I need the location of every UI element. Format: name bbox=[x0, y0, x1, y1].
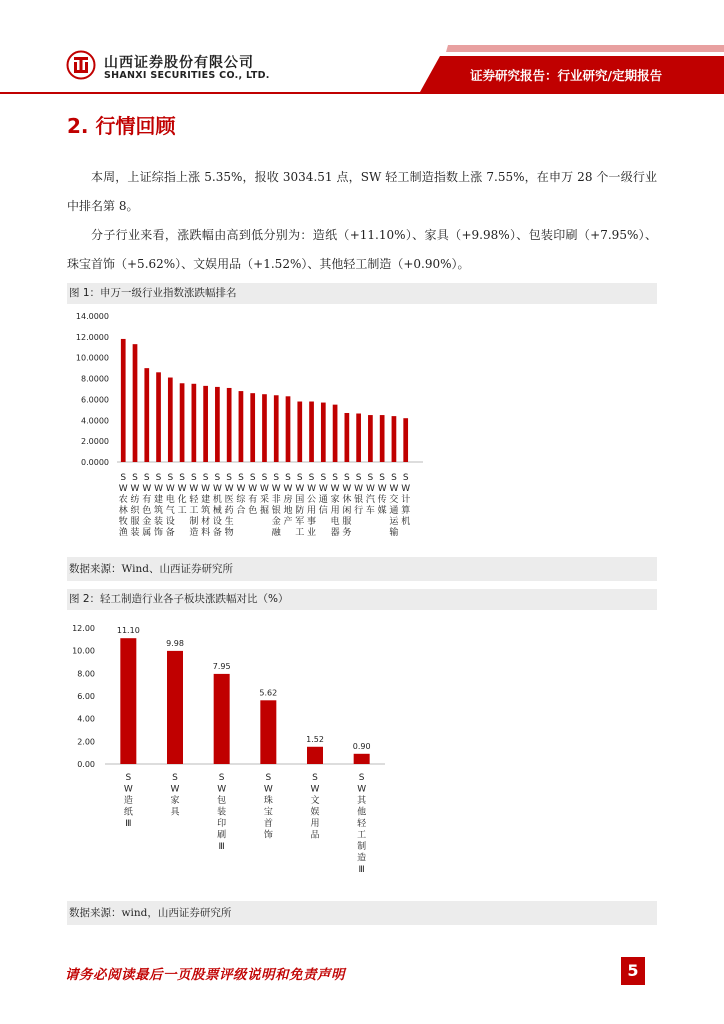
x-tick-label: S W 纺织服装 bbox=[130, 473, 140, 538]
section-title: 2. 行情回顾 bbox=[67, 114, 176, 138]
y-tick-label: 4.00 bbox=[77, 714, 95, 724]
shanxi-securities-logo-icon bbox=[66, 50, 96, 80]
x-tick-label: S W 包装印刷 Ⅲ bbox=[217, 773, 227, 852]
y-tick-label: 10.00 bbox=[72, 646, 95, 656]
x-tick-label: S W 休闲服务 bbox=[342, 473, 352, 538]
data-label: 5.62 bbox=[259, 688, 278, 698]
figure-2-source: 数据来源：wind，山西证券研究所 bbox=[67, 901, 657, 925]
x-tick-label: S W 公用事业 bbox=[307, 473, 317, 538]
x-tick-label: S W 计算机 bbox=[401, 473, 411, 527]
figure-1-source: 数据来源：Wind、山西证券研究所 bbox=[67, 557, 657, 581]
bar-3 bbox=[214, 674, 230, 764]
bar-2 bbox=[133, 344, 138, 462]
disclaimer-notice: 请务必阅读最后一页股票评级说明和免责声明 bbox=[65, 967, 345, 983]
x-tick-label: S W 珠宝首饰 bbox=[263, 773, 273, 841]
bar-8 bbox=[203, 386, 208, 462]
x-tick-label: S W 非银金融 bbox=[271, 473, 281, 538]
bar-7 bbox=[191, 384, 196, 462]
bar-4 bbox=[156, 372, 161, 462]
y-tick-label: 12.0000 bbox=[75, 332, 109, 342]
y-tick-label: 8.0000 bbox=[81, 374, 109, 384]
bar-6 bbox=[354, 754, 370, 764]
bar-25 bbox=[403, 418, 408, 462]
x-tick-label: S W 建筑材料 bbox=[201, 473, 211, 538]
x-tick-label: S W 房地产 bbox=[283, 473, 293, 527]
bar-12 bbox=[250, 393, 255, 462]
bar-20 bbox=[344, 413, 349, 462]
data-label: 9.98 bbox=[166, 638, 184, 648]
x-tick-label: S W 汽车 bbox=[365, 473, 375, 516]
x-tick-label: S W 化工 bbox=[177, 473, 187, 516]
paragraph-market-summary: 本周，上证综指上涨 5.35%，报收 3034.51 点，SW 轻工制造指数上涨 7.55%，在申万 28 个一级行业中排名第 8。 bbox=[67, 170, 657, 213]
x-tick-label: S W 传媒 bbox=[377, 473, 387, 516]
y-tick-label: 0.00 bbox=[77, 760, 95, 769]
x-tick-label: S W 造纸 Ⅲ bbox=[123, 773, 133, 829]
bar-2 bbox=[167, 651, 183, 764]
y-tick-label: 2.0000 bbox=[81, 437, 109, 447]
x-tick-label: S W 机械设备 bbox=[212, 473, 222, 538]
x-tick-label: S W 通信 bbox=[318, 473, 328, 516]
bar-16 bbox=[297, 402, 302, 462]
figure-1-caption: 图 1：申万一级行业指数涨跌幅排名 bbox=[67, 283, 657, 304]
x-tick-label: S W 采掘 bbox=[259, 473, 269, 516]
data-label: 0.90 bbox=[352, 741, 371, 751]
x-tick-label: S W 有色 bbox=[248, 473, 258, 516]
bar-24 bbox=[392, 416, 397, 462]
data-label: 7.95 bbox=[212, 661, 231, 671]
bar-15 bbox=[286, 396, 291, 462]
x-tick-label: S W 家用电器 bbox=[330, 473, 340, 538]
bar-5 bbox=[307, 747, 323, 764]
x-tick-label: S W 有色金属 bbox=[142, 473, 152, 538]
y-tick-label: 0.0000 bbox=[81, 458, 109, 467]
data-label: 11.10 bbox=[116, 626, 140, 636]
bar-23 bbox=[380, 415, 385, 462]
x-tick-label: S W 国防军工 bbox=[295, 473, 305, 538]
paragraph-subsector-summary: 分子行业来看，涨跌幅由高到低分别为：造纸（+11.10%）、家具（+9.98%）、包装印刷（+7.95%）、珠宝首饰（+5.62%）、文娱用品（+1.52%）、其他轻工制造（+0.90%）。 bbox=[67, 228, 657, 271]
bar-14 bbox=[274, 395, 279, 462]
x-tick-label: S W 农林牧渔 bbox=[118, 473, 128, 538]
bar-21 bbox=[356, 414, 361, 462]
bar-18 bbox=[321, 403, 326, 462]
x-tick-label: S W 其他轻工制造 Ⅲ bbox=[357, 773, 367, 875]
bar-9 bbox=[215, 387, 220, 462]
bar-4 bbox=[260, 700, 276, 764]
report-type-label: 证券研究报告：行业研究/定期报告 bbox=[470, 68, 663, 83]
figure-1-chart bbox=[67, 306, 467, 553]
bar-17 bbox=[309, 402, 314, 462]
figure-2-chart bbox=[67, 612, 397, 897]
bar-5 bbox=[168, 378, 173, 462]
page-header bbox=[0, 0, 724, 95]
y-tick-label: 10.0000 bbox=[75, 353, 109, 363]
header-divider bbox=[0, 92, 724, 94]
y-tick-label: 2.00 bbox=[77, 737, 95, 747]
data-label: 1.52 bbox=[306, 734, 324, 744]
x-tick-label: S W 轻工制造 bbox=[189, 473, 199, 538]
bar-10 bbox=[227, 388, 232, 462]
bar-22 bbox=[368, 415, 373, 462]
page-number: 5 bbox=[621, 957, 645, 985]
y-tick-label: 6.00 bbox=[77, 692, 95, 701]
x-tick-label: S W 家具 bbox=[170, 773, 180, 818]
bar-1 bbox=[121, 339, 126, 462]
y-tick-label: 6.0000 bbox=[81, 395, 109, 405]
bar-19 bbox=[333, 405, 338, 462]
x-tick-label: S W 医药生物 bbox=[224, 473, 234, 538]
bar-13 bbox=[262, 394, 267, 462]
figure-2-caption: 图 2：轻工制造行业各子板块涨跌幅对比（%） bbox=[67, 589, 657, 610]
x-tick-label: S W 电气设备 bbox=[165, 473, 175, 538]
y-tick-label: 12.00 bbox=[72, 624, 95, 633]
bar-6 bbox=[180, 383, 185, 462]
bar-3 bbox=[144, 368, 149, 462]
y-tick-label: 14.0000 bbox=[75, 312, 109, 321]
y-tick-label: 8.00 bbox=[77, 669, 95, 679]
bar-11 bbox=[239, 391, 244, 462]
x-tick-label: S W 文娱用品 bbox=[310, 773, 320, 841]
y-tick-label: 4.0000 bbox=[81, 416, 109, 426]
x-tick-label: S W 交通运输 bbox=[389, 473, 399, 538]
x-tick-label: S W 银行 bbox=[354, 473, 364, 516]
company-name-cn: 山西证券股份有限公司 bbox=[104, 55, 254, 71]
x-tick-label: S W 建筑装饰 bbox=[154, 473, 164, 538]
x-tick-label: S W 综合 bbox=[236, 473, 246, 516]
company-name-en: SHANXI SECURITIES CO., LTD. bbox=[104, 70, 270, 81]
bar-1 bbox=[120, 638, 136, 764]
